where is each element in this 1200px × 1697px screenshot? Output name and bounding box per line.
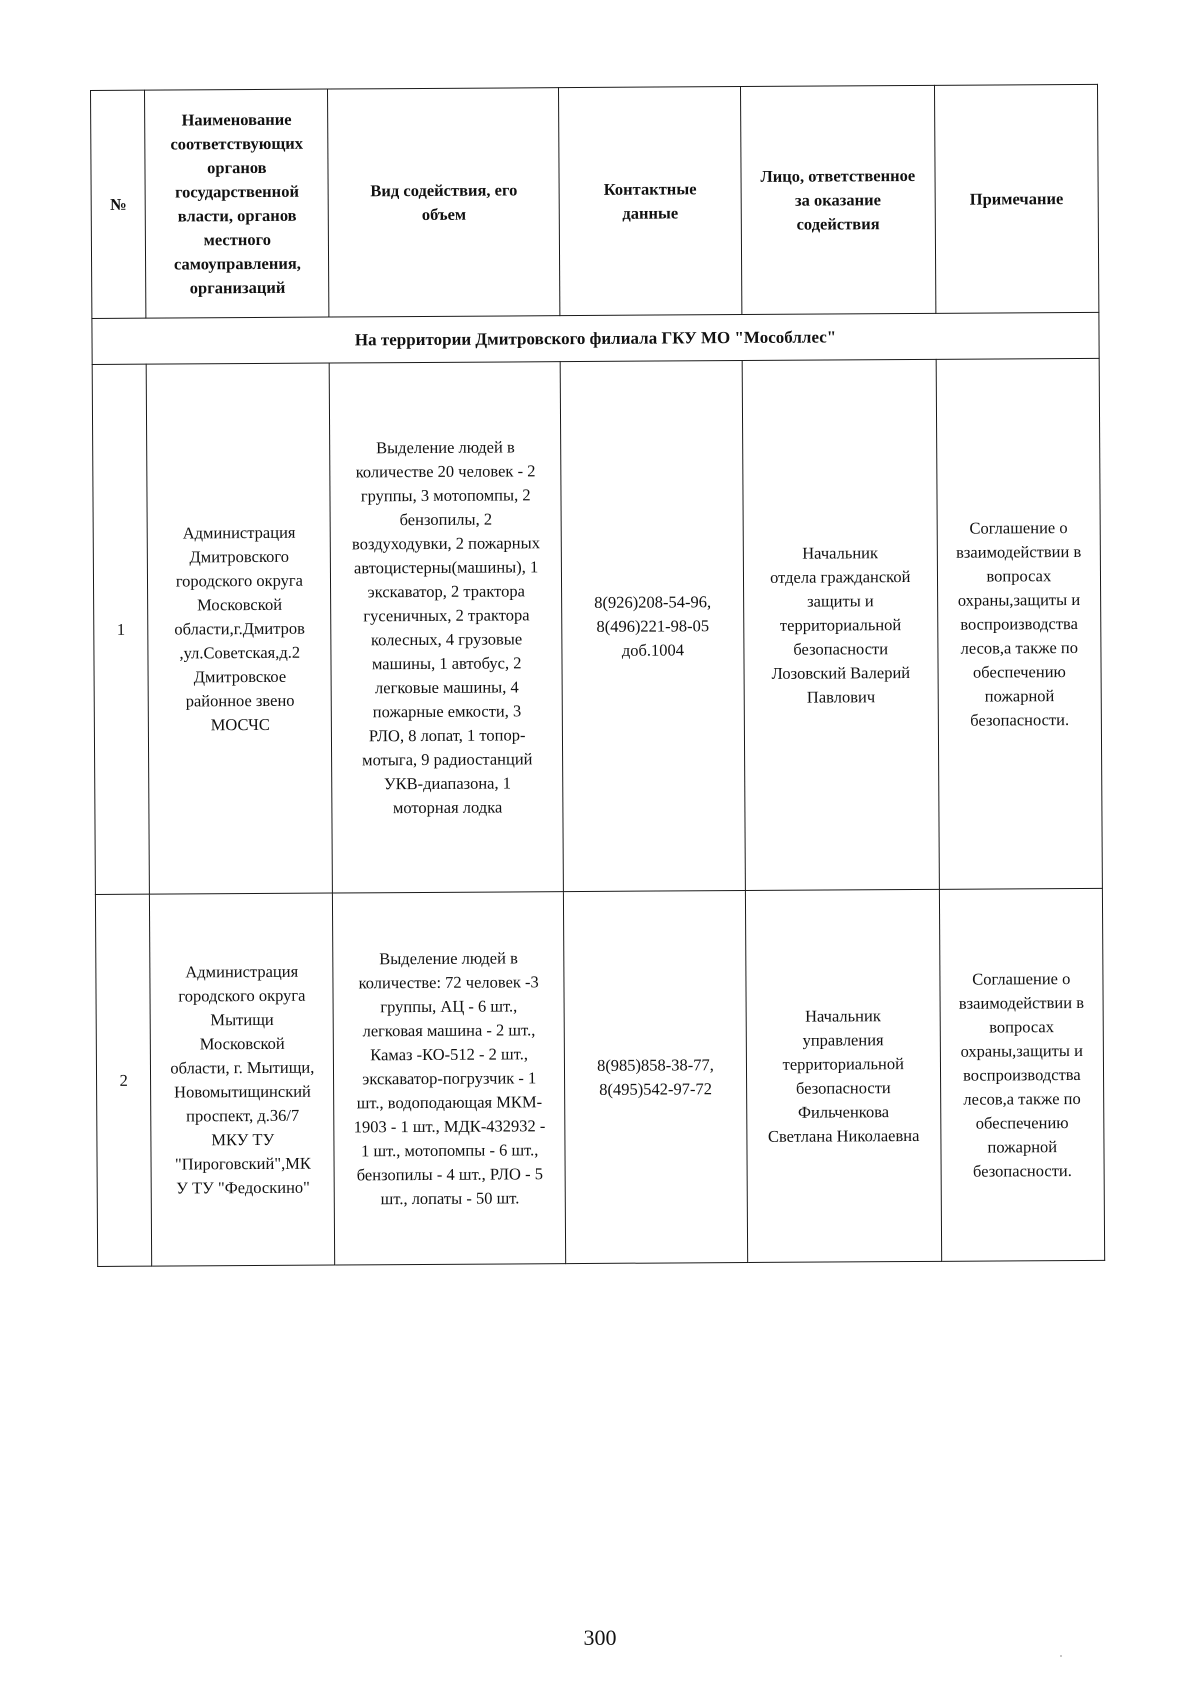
row-number: 1 [92, 364, 150, 894]
header-number: № [91, 90, 147, 318]
row-assistance: Выделение людей в количестве: 72 человек -3 группы, АЦ - 6 шт., легковая машина - 2 шт., Камаз -КО-512 - 2 шт., экскаватор-погрузчик - 1 шт., водоподающая МКМ- 1903 - 1 шт., МДК-432932 - 1 шт., мотопомпы - 6 шт., бензопилы - 4 шт., РЛО - 5 шт., лопаты - 50 шт. [333, 892, 566, 1265]
row-contacts: 8(926)208-54-96, 8(496)221-98-05 доб.1004 [560, 361, 745, 892]
table-row [95, 888, 1104, 1266]
row-organization: Администрация городского округа Мытищи Московской области, г. Мытищи, Новомытищинский проспект, д.36/7 МКУ ТУ "Пироговский",МК У ТУ "Федоскино" [150, 893, 335, 1266]
scan-artifact [1060, 1655, 1062, 1657]
row-responsible: Начальник управления территориальной безопасности Фильченкова Светлана Николаевна [745, 889, 941, 1262]
page-number: 300 [583, 1625, 617, 1650]
header-assistance-type: Вид содействия, его объем [328, 88, 560, 317]
header-responsible-person: Лицо, ответственное за оказание содействия [740, 85, 935, 314]
row-note: Соглашение о взаимодействии в вопросах охраны,защиты и воспроизводства лесов,а также по обеспечению пожарной безопасности. [939, 888, 1105, 1261]
table-header-row [91, 84, 1099, 318]
section-title: На территории Дмитровского филиала ГКУ МО "Мособллес" [92, 312, 1099, 364]
header-note: Примечание [934, 84, 1099, 313]
row-organization: Администрация Дмитровского городского округа Московской области,г.Дмитров ,ул.Советская,д.2 Дмитровское районное звено МОСЧС [147, 363, 333, 894]
assistance-table [90, 84, 1105, 1267]
row-note: Соглашение о взаимодействии в вопросах охраны,защиты и воспроизводства лесов,а также по обеспечению пожарной безопасности. [936, 358, 1103, 889]
section-row [92, 312, 1099, 364]
row-number: 2 [95, 894, 152, 1266]
row-assistance: Выделение людей в количестве 20 человек - 2 группы, 3 мотопомпы, 2 бензопилы, 2 воздуходувки, 2 пожарных автоцистерны(машины), 1 экскаватор, 2 трактора гусеничных, 2 трактора колесных, 4 грузовые машины, 1 автобус, 2 легковые машины, 4 пожарные емкости, 3 РЛО, 8 лопат, 1 топор- мотыга, 9 радиостанций УКВ-диапазона, 1 моторная лодка [329, 362, 563, 893]
table-row [92, 358, 1102, 894]
header-organization: Наименование соответствующих органов государственной власти, органов местного самоуправления, организаций [145, 89, 329, 318]
document-page [90, 84, 1105, 1267]
row-contacts: 8(985)858-38-77, 8(495)542-97-72 [563, 891, 747, 1264]
header-contacts: Контактные данные [559, 87, 742, 316]
row-responsible: Начальник отдела гражданской защиты и территориальной безопасности Лозовский Валерий Павлович [742, 359, 939, 890]
